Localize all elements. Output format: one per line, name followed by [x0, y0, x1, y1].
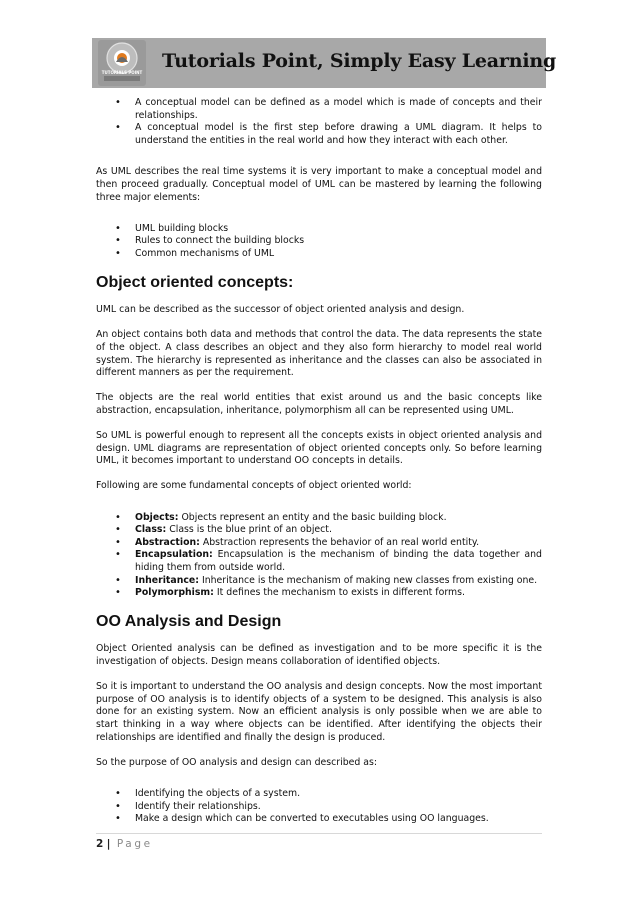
section-heading-oo-analysis: OO Analysis and Design: [96, 613, 282, 631]
logo-text: TUTORIALS POINT: [101, 70, 143, 75]
concept-text: It defines the mechanism to exists in different forms.: [213, 587, 465, 599]
list-item: • UML building blocks: [96, 223, 542, 236]
concept-text: Objects represent an entity and the basic building block.: [178, 511, 447, 523]
purpose-bullet-list: [96, 788, 542, 826]
footer-separator: |: [106, 838, 111, 850]
list-item: • Rules to connect the building blocks: [96, 235, 542, 248]
list-item: [96, 575, 542, 588]
concept-term: Encapsulation:: [135, 549, 213, 561]
paragraph: The objects are the real world entities that exist around us and the basic concepts like abstraction, encapsulation, inheritance, polymorphism all can be represented using UML.: [96, 392, 542, 416]
paragraph: So it is important to understand the OO analysis and design concepts. Now the most important purpose of OO analysis is to identify objects of a system to be designed. This analysis is also done for an existing system. Now an efficient analysis is only possible when we are able to start thinking in a way where objects can be identified. After identifying the objects their relationships are identified and finally the design is produced.: [96, 681, 542, 743]
elements-bullet-list: [96, 223, 542, 261]
paragraph: So the purpose of OO analysis and design can described as:: [96, 756, 378, 768]
concept-term: Polymorphism:: [135, 587, 214, 599]
section-heading-oo-concepts: Object oriented concepts:: [96, 274, 294, 292]
list-item: [96, 524, 542, 537]
paragraph: An object contains both data and methods that control the data. The data represents the state of the object. A class describes an object and they also form hierarchy to model real world system. The hierarchy is represented as inheritance and the classes can also be associated in different manners as per the requirement.: [96, 329, 542, 379]
paragraph: So UML is powerful enough to represent all the concepts exists in object oriented analysis and design. UML diagrams are representation of object oriented concepts only. So before learning UML, it becomes important to understand OO concepts in details.: [96, 430, 542, 467]
list-item: [96, 512, 542, 525]
list-item: [96, 537, 542, 550]
list-item: • Common mechanisms of UML: [96, 248, 542, 261]
concept-term: Inheritance:: [135, 574, 199, 586]
page-label: Page: [116, 838, 153, 850]
tutorials-point-logo: [98, 40, 146, 86]
list-item: • Identifying the objects of a system.: [96, 788, 542, 801]
concepts-bullet-list: [96, 512, 542, 600]
list-item: [96, 549, 542, 574]
page-number: 2: [96, 838, 104, 850]
intro-paragraph: As UML describes the real time systems it is very important to make a conceptual model and then proceed gradually. Conceptual model of UML can be mastered by learning the following three major elements:: [96, 166, 542, 203]
page-header: [92, 38, 557, 88]
document-body: [96, 97, 542, 838]
concept-term: Objects:: [135, 511, 179, 523]
concept-text: Abstraction represents the behavior of an real world entity.: [199, 536, 480, 548]
paragraph: UML can be described as the successor of object oriented analysis and design.: [96, 304, 465, 316]
concept-text: Encapsulation is the mechanism of binding the data together and hiding them from outside world.: [135, 549, 542, 573]
paragraph: Object Oriented analysis can be defined as investigation and to be more specific it is the investigation of objects. Design means collaboration of identified objects.: [96, 643, 542, 667]
paragraph: Following are some fundamental concepts of object oriented world:: [96, 480, 412, 492]
header-title: Tutorials Point, Simply Easy Learning: [162, 50, 557, 72]
list-item: [96, 587, 542, 600]
list-item: • Identify their relationships.: [96, 801, 542, 814]
concept-text: Class is the blue print of an object.: [166, 524, 332, 536]
logo-emblem-icon: [98, 40, 146, 86]
list-item: • A conceptual model is the first step before drawing a UML diagram. It helps to understand the entities in the real world and how they interact with each other.: [96, 122, 542, 147]
list-item: • A conceptual model can be defined as a model which is made of concepts and their relationships.: [96, 97, 542, 122]
intro-bullet-list: [96, 97, 542, 147]
list-item: • Make a design which can be converted to executables using OO languages.: [96, 813, 542, 826]
concept-term: Abstraction:: [135, 536, 200, 548]
concept-term: Class:: [135, 524, 167, 536]
footer-divider: [96, 833, 542, 834]
page-footer: [96, 838, 153, 850]
concept-text: Inheritance is the mechanism of making new classes from existing one.: [198, 574, 538, 586]
